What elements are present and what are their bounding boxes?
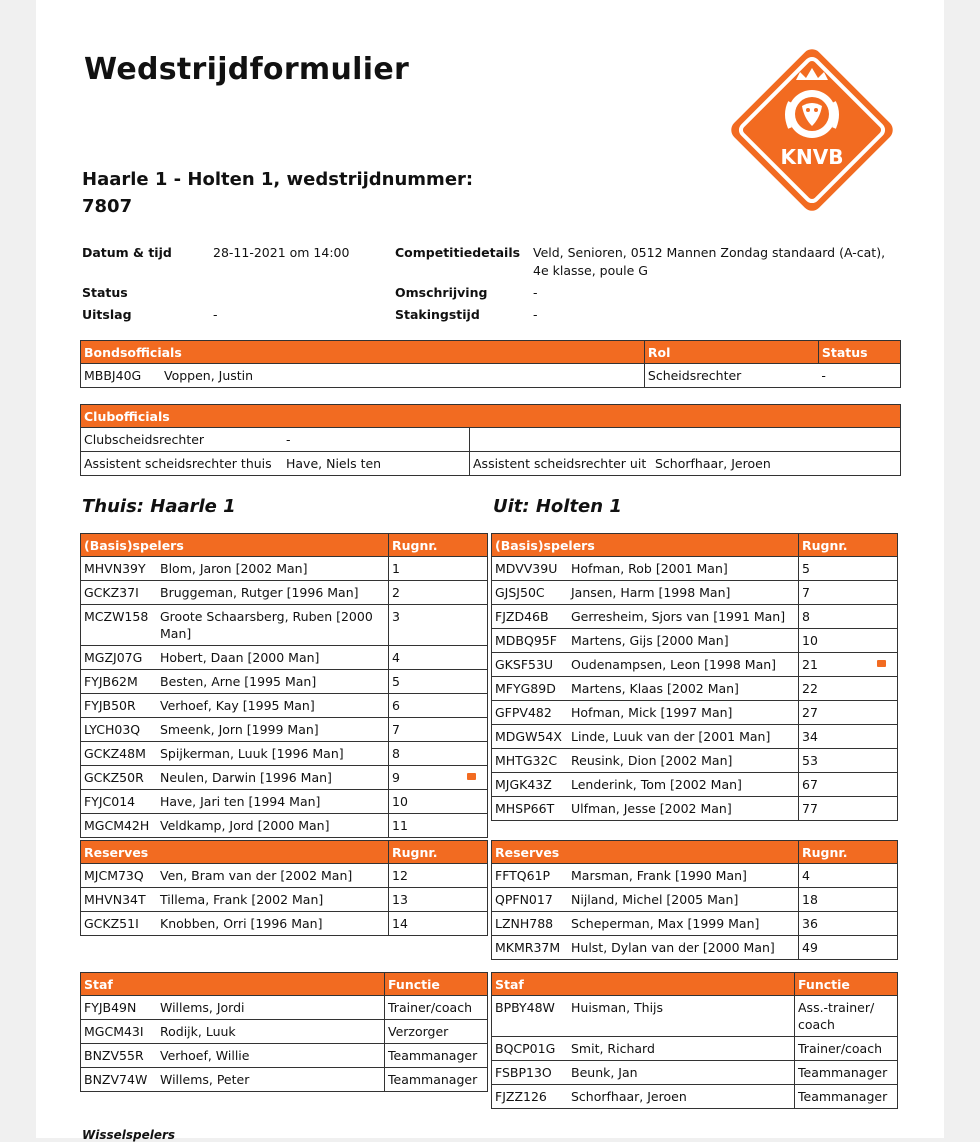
officials-header: Bondsofficials [81,341,645,364]
reserve-code: GCKZ51I [81,912,158,936]
description-label: Omschrijving [395,285,488,300]
player-code: FJZD46B [492,605,569,629]
reserve-code: MHVN34T [81,888,158,912]
staff-name: Beunk, Jan [568,1061,795,1085]
card-cell [456,742,488,766]
table-row [81,581,488,605]
card-cell [456,670,488,694]
status-label: Status [82,285,128,300]
away-staff-table [491,972,898,1109]
official-code: MBBJ40G [81,364,162,388]
assistant-home-label: Assistent scheidsrechter thuis [81,452,284,476]
player-name: Blom, Jaron [2002 Man] [157,557,389,581]
table-row [81,557,488,581]
player-code: MHTG32C [492,749,569,773]
table-row [81,1068,488,1092]
result-label: Uitslag [82,307,132,322]
card-cell [456,790,488,814]
player-name: Jansen, Harm [1998 Man] [568,581,799,605]
card-cell [866,629,898,653]
description-value: - [533,285,538,300]
table-row [492,888,898,912]
home-rugnr-header: Rugnr. [389,534,488,557]
away-staff-header: Staf [492,973,795,996]
away-reserves-table [491,840,898,960]
player-number: 10 [799,629,866,653]
table-row [81,742,488,766]
page-title: Wedstrijdformulier [84,52,410,87]
reserve-number: 13 [389,888,488,912]
staff-function: Trainer/coach [795,1037,898,1061]
card-cell [456,646,488,670]
player-name: Gerresheim, Sjors van [1991 Man] [568,605,799,629]
card-cell [866,557,898,581]
home-team-title: Thuis: Haarle 1 [82,496,236,517]
table-row [492,1085,898,1109]
player-name: Verhoef, Kay [1995 Man] [157,694,389,718]
player-number: 77 [799,797,866,821]
reserve-code: MJCM73Q [81,864,158,888]
club-referee-label: Clubscheidsrechter [81,428,284,452]
player-code: GFPV482 [492,701,569,725]
substitutes-label: Wisselspelers [82,1128,176,1142]
player-number: 4 [389,646,456,670]
player-name: Veldkamp, Jord [2000 Man] [157,814,389,838]
card-icon [467,773,476,780]
player-name: Besten, Arne [1995 Man] [157,670,389,694]
reserve-number: 12 [389,864,488,888]
logo-text: KNVB [780,145,844,169]
card-cell [456,694,488,718]
staff-code: FYJB49N [81,996,158,1020]
staff-function: Trainer/coach [385,996,488,1020]
player-name: Have, Jari ten [1994 Man] [157,790,389,814]
table-row [492,581,898,605]
home-function-header: Functie [385,973,488,996]
player-code: MHSP66T [492,797,569,821]
table-row [492,773,898,797]
card-cell [866,773,898,797]
table-row [492,605,898,629]
home-reserves-rugnr-header: Rugnr. [389,841,488,864]
table-row [492,677,898,701]
table-row [492,864,898,888]
home-staff-header: Staf [81,973,385,996]
status-header: Status [818,341,900,364]
role-header: Rol [644,341,818,364]
player-name: Linde, Luuk van der [2001 Man] [568,725,799,749]
reserve-name: Knobben, Orri [1996 Man] [157,912,389,936]
table-row [492,701,898,725]
table-row [81,996,488,1020]
player-name: Smeenk, Jorn [1999 Man] [157,718,389,742]
player-number: 1 [389,557,456,581]
officials-table [80,340,901,388]
away-rugnr-header: Rugnr. [799,534,898,557]
away-players-header: (Basis)spelers [492,534,799,557]
reserve-number: 18 [799,888,898,912]
player-number: 8 [389,742,456,766]
table-row [81,1020,488,1044]
datetime-value: 28-11-2021 om 14:00 [213,245,350,260]
empty-cell [470,428,901,452]
reserve-number: 49 [799,936,898,960]
card-cell [456,766,488,790]
reserve-code: LZNH788 [492,912,569,936]
home-reserves-table [80,840,488,936]
player-name: Martens, Gijs [2000 Man] [568,629,799,653]
club-referee-value: - [283,428,470,452]
player-name: Groote Schaarsberg, Ruben [2000 Man] [157,605,389,646]
player-name: Spijkerman, Luuk [1996 Man] [157,742,389,766]
reserve-name: Hulst, Dylan van der [2000 Man] [568,936,799,960]
player-code: MFYG89D [492,677,569,701]
assistant-home-value: Have, Niels ten [283,452,470,476]
official-status: - [818,364,900,388]
table-row [492,749,898,773]
reserve-code: FFTQ61P [492,864,569,888]
player-number: 8 [799,605,866,629]
table-row [492,996,898,1037]
player-code: MHVN39Y [81,557,158,581]
competition-value: Veld, Senioren, 0512 Mannen Zondag standaard (A-cat), 4e klasse, poule G [533,245,886,278]
staff-code: MGCM43I [81,1020,158,1044]
player-code: MDBQ95F [492,629,569,653]
player-code: GCKZ48M [81,742,158,766]
player-code: LYCH03Q [81,718,158,742]
card-cell [866,701,898,725]
player-code: GJSJ50C [492,581,569,605]
staff-name: Huisman, Thijs [568,996,795,1037]
player-code: GCKZ50R [81,766,158,790]
staff-code: BPBY48W [492,996,569,1037]
player-number: 6 [389,694,456,718]
table-row [81,1044,488,1068]
player-code: GCKZ37I [81,581,158,605]
staff-function: Teammanager [795,1061,898,1085]
table-row [81,452,901,476]
player-code: MJGK43Z [492,773,569,797]
player-number: 9 [389,766,456,790]
suspension-label: Stakingstijd [395,307,480,322]
reserve-name: Scheperman, Max [1999 Man] [568,912,799,936]
table-row [81,864,488,888]
player-code: MDVV39U [492,557,569,581]
player-code: GKSF53U [492,653,569,677]
table-row [492,629,898,653]
table-row [81,766,488,790]
player-code: FYJB62M [81,670,158,694]
staff-name: Smit, Richard [568,1037,795,1061]
card-cell [866,581,898,605]
home-reserves-header: Reserves [81,841,389,864]
player-number: 53 [799,749,866,773]
player-number: 11 [389,814,456,838]
staff-name: Verhoef, Willie [157,1044,385,1068]
player-number: 10 [389,790,456,814]
reserve-number: 14 [389,912,488,936]
table-row [81,790,488,814]
staff-code: FJZZ126 [492,1085,569,1109]
suspension-value: - [533,307,538,322]
player-name: Hofman, Mick [1997 Man] [568,701,799,725]
player-number: 7 [389,718,456,742]
assistant-away-label: Assistent scheidsrechter uit [470,452,653,476]
staff-function: Ass.-trainer/ coach [795,996,898,1037]
player-code: FYJB50R [81,694,158,718]
player-name: Lenderink, Tom [2002 Man] [568,773,799,797]
table-row [81,646,488,670]
card-cell [456,718,488,742]
player-name: Neulen, Darwin [1996 Man] [157,766,389,790]
player-code: MDGW54X [492,725,569,749]
table-row [81,605,488,646]
match-form-page [36,0,944,1142]
player-name: Oudenampsen, Leon [1998 Man] [568,653,799,677]
table-row [492,725,898,749]
player-name: Reusink, Dion [2002 Man] [568,749,799,773]
staff-code: BQCP01G [492,1037,569,1061]
away-reserves-header: Reserves [492,841,799,864]
player-number: 7 [799,581,866,605]
staff-code: BNZV55R [81,1044,158,1068]
table-row [492,936,898,960]
table-row [81,364,901,388]
table-row [81,670,488,694]
player-number: 21 [799,653,866,677]
staff-function: Verzorger [385,1020,488,1044]
player-number: 5 [389,670,456,694]
home-players-table [80,533,488,838]
player-number: 5 [799,557,866,581]
away-team-title: Uit: Holten 1 [493,496,622,517]
player-name: Martens, Klaas [2002 Man] [568,677,799,701]
competition-label: Competitiedetails [395,245,521,260]
official-name: Voppen, Justin [161,364,644,388]
table-row [492,557,898,581]
player-name: Hofman, Rob [2001 Man] [568,557,799,581]
card-cell [456,605,488,646]
datetime-label: Datum & tijd [82,245,172,260]
reserve-number: 4 [799,864,898,888]
player-name: Bruggeman, Rutger [1996 Man] [157,581,389,605]
reserve-name: Nijland, Michel [2005 Man] [568,888,799,912]
player-name: Ulfman, Jesse [2002 Man] [568,797,799,821]
reserve-code: QPFN017 [492,888,569,912]
player-code: MGCM42H [81,814,158,838]
reserve-name: Marsman, Frank [1990 Man] [568,864,799,888]
player-number: 22 [799,677,866,701]
card-cell [866,677,898,701]
table-row [492,797,898,821]
table-row [492,1061,898,1085]
table-row [81,888,488,912]
reserve-number: 36 [799,912,898,936]
card-cell [866,797,898,821]
card-cell [866,653,898,677]
assistant-away-value: Schorfhaar, Jeroen [652,452,901,476]
away-players-table [491,533,898,821]
player-number: 3 [389,605,456,646]
player-code: MGZJ07G [81,646,158,670]
reserve-name: Ven, Bram van der [2002 Man] [157,864,389,888]
card-cell [866,749,898,773]
player-number: 2 [389,581,456,605]
player-number: 67 [799,773,866,797]
official-role: Scheidsrechter [644,364,818,388]
home-players-header: (Basis)spelers [81,534,389,557]
table-row [492,653,898,677]
staff-name: Willems, Jordi [157,996,385,1020]
staff-name: Rodijk, Luuk [157,1020,385,1044]
away-reserves-rugnr-header: Rugnr. [799,841,898,864]
card-cell [866,605,898,629]
player-code: MCZW158 [81,605,158,646]
table-row [81,694,488,718]
staff-function: Teammanager [795,1085,898,1109]
reserve-code: MKMR37M [492,936,569,960]
home-staff-table [80,972,488,1092]
away-function-header: Functie [795,973,898,996]
table-row [81,718,488,742]
staff-code: BNZV74W [81,1068,158,1092]
match-title: Haarle 1 - Holten 1, wedstrijdnummer: 7807 [82,169,474,217]
table-row [492,912,898,936]
player-number: 34 [799,725,866,749]
table-row [81,814,488,838]
result-value: - [213,307,218,322]
card-cell [456,557,488,581]
player-number: 27 [799,701,866,725]
card-cell [456,814,488,838]
card-cell [866,725,898,749]
club-officials-header: Clubofficials [81,405,901,428]
staff-code: FSBP13O [492,1061,569,1085]
reserve-name: Tillema, Frank [2002 Man] [157,888,389,912]
card-cell [456,581,488,605]
staff-name: Schorfhaar, Jeroen [568,1085,795,1109]
table-row [492,1037,898,1061]
table-row [81,912,488,936]
player-code: FYJC014 [81,790,158,814]
staff-function: Teammanager [385,1068,488,1092]
staff-name: Willems, Peter [157,1068,385,1092]
table-row [81,428,901,452]
knvb-logo [726,44,898,216]
card-icon [877,660,886,667]
player-name: Hobert, Daan [2000 Man] [157,646,389,670]
club-officials-table [80,404,901,476]
staff-function: Teammanager [385,1044,488,1068]
